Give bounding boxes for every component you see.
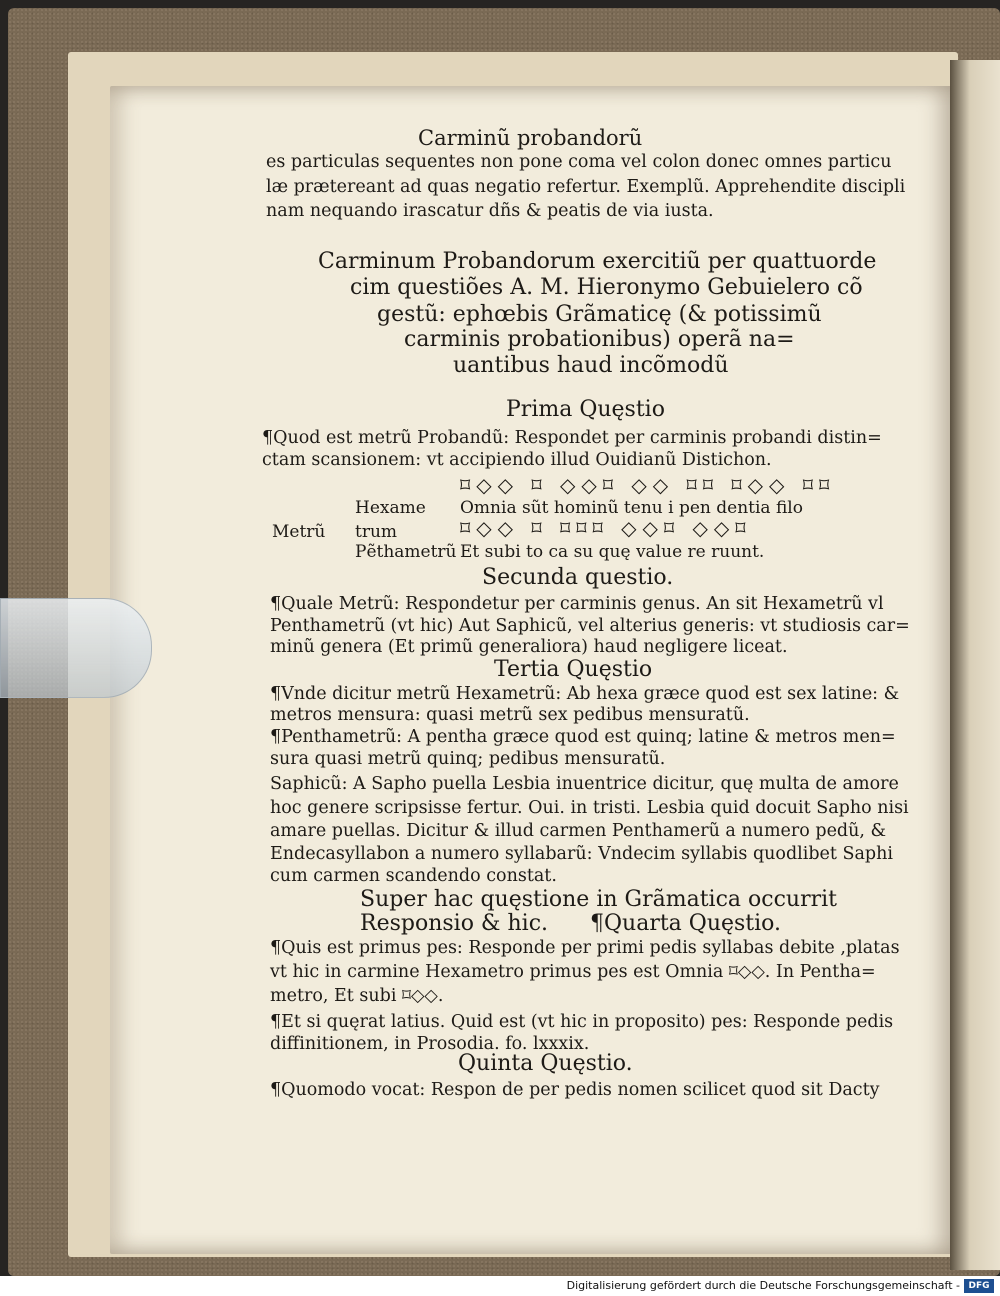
text-line: minũ genera (Et primũ generaliora) haud negligere liceat.	[270, 637, 788, 657]
text-line: ctam scansionem: vt accipiendo illud Ouidianũ Distichon.	[262, 450, 772, 470]
text-line: Endecasyllabon a numero syllabarũ: Vndecim syllabis quodlibet Saphi	[270, 844, 893, 864]
label-pentametrum: Pẽthametrũ	[355, 542, 457, 562]
heading-line: gestũ: ephœbis Grãmaticę (& potissimũ	[377, 302, 822, 327]
text-line: ¶Quis est primus pes: Responde per primi pedis syllabas debite ,platas	[270, 938, 900, 958]
text-line: læ prætereant ad quas negatio refertur. Exemplũ. Apprehendite discipli	[266, 177, 906, 197]
text-line: ¶Vnde dicitur metrũ Hexametrũ: Ab hexa græce quod est sex latine: &	[270, 684, 900, 704]
text-line: amare puellas. Dicitur & illud carmen Penthamerũ a numero pedũ, &	[270, 821, 887, 841]
hexameter-line: Omnia sũt hominũ tenu i pen dentia filo	[460, 498, 803, 518]
section-title: Quinta Quęstio.	[458, 1051, 633, 1076]
section-note: Super hac quęstione in Grãmatica occurrit	[360, 887, 837, 912]
label-trum: trum	[355, 522, 398, 542]
credit-text: Digitalisierung gefördert durch die Deutsche Forschungsgemeinschaft -	[566, 1279, 960, 1292]
section-title: ¶Quarta Quęstio.	[590, 911, 782, 936]
page-clip	[0, 598, 152, 698]
running-head: Carminũ probandorũ	[418, 126, 643, 150]
section-title: Tertia Quęstio	[494, 657, 653, 682]
text-line: ¶Quomodo vocat: Respon de per pedis nomen scilicet quod sit Dacty	[270, 1080, 880, 1100]
section-title: Prima Quęstio	[506, 397, 665, 422]
text-line: ¶Penthametrũ: A pentha græce quod est quinq; latine & metros men=	[270, 727, 896, 747]
heading-line: carminis probationibus) operã na=	[404, 327, 795, 352]
heading-line: uantibus haud incõmodũ	[453, 353, 729, 378]
label-metrum: Metrũ	[272, 522, 326, 542]
text-line: es particulas sequentes non pone coma vel colon donec omnes particu	[266, 152, 892, 172]
text-line: cum carmen scandendo constat.	[270, 866, 557, 886]
text-line: nam nequando irascatur dñs & peatis de via iusta.	[266, 201, 714, 221]
text-line: diffinitionem, in Prosodia. fo. lxxxix.	[270, 1034, 590, 1054]
text-line: Penthametrũ (vt hic) Aut Saphicũ, vel alterius generis: vt studiosis car=	[270, 616, 910, 636]
section-note: Responsio & hic.	[360, 911, 549, 936]
scansion-notes-hexameter: ⌑◇◇ ⌑ ◇◇⌑ ◇◇ ⌑⌑ ⌑◇◇ ⌑⌑	[460, 473, 836, 497]
footer-bar	[0, 1276, 1000, 1296]
dfg-logo-icon: DFG	[964, 1279, 994, 1293]
text-line: vt hic in carmine Hexametro primus pes est Omnia ⌑◇◇. In Pentha=	[270, 962, 876, 982]
text-line: Saphicũ: A Sapho puella Lesbia inuentrice dicitur, quę multa de amore	[270, 774, 899, 794]
section-title: Secunda questio.	[482, 565, 674, 590]
text-line: ¶Quod est metrũ Probandũ: Respondet per carminis probandi distin=	[262, 428, 882, 448]
scansion-notes-pentameter: ⌑◇◇ ⌑ ⌑⌑⌑ ◇◇⌑ ◇◇⌑	[460, 516, 752, 540]
text-line: ¶Quale Metrũ: Respondetur per carminis genus. An sit Hexametrũ vl	[270, 594, 884, 614]
pentameter-line: Et subi to ca su quę value re ruunt.	[460, 542, 765, 562]
text-line: metro, Et subi ⌑◇◇.	[270, 986, 444, 1006]
page-gutter	[950, 60, 1000, 1270]
text-line: ¶Et si quęrat latius. Quid est (vt hic in proposito) pes: Responde pedis	[270, 1012, 894, 1032]
heading-line: cim questiões A. M. Hieronymo Gebuielero cõ	[350, 275, 863, 300]
text-line: hoc genere scripsisse fertur. Oui. in tristi. Lesbia quid docuit Sapho nisi	[270, 798, 909, 818]
heading-line: Carminum Probandorum exercitiũ per quattuorde	[318, 249, 877, 274]
text-line: metros mensura: quasi metrũ sex pedibus mensuratũ.	[270, 705, 750, 725]
text-line: sura quasi metrũ quinq; pedibus mensuratũ.	[270, 749, 666, 769]
label-hexame: Hexame	[355, 498, 426, 518]
